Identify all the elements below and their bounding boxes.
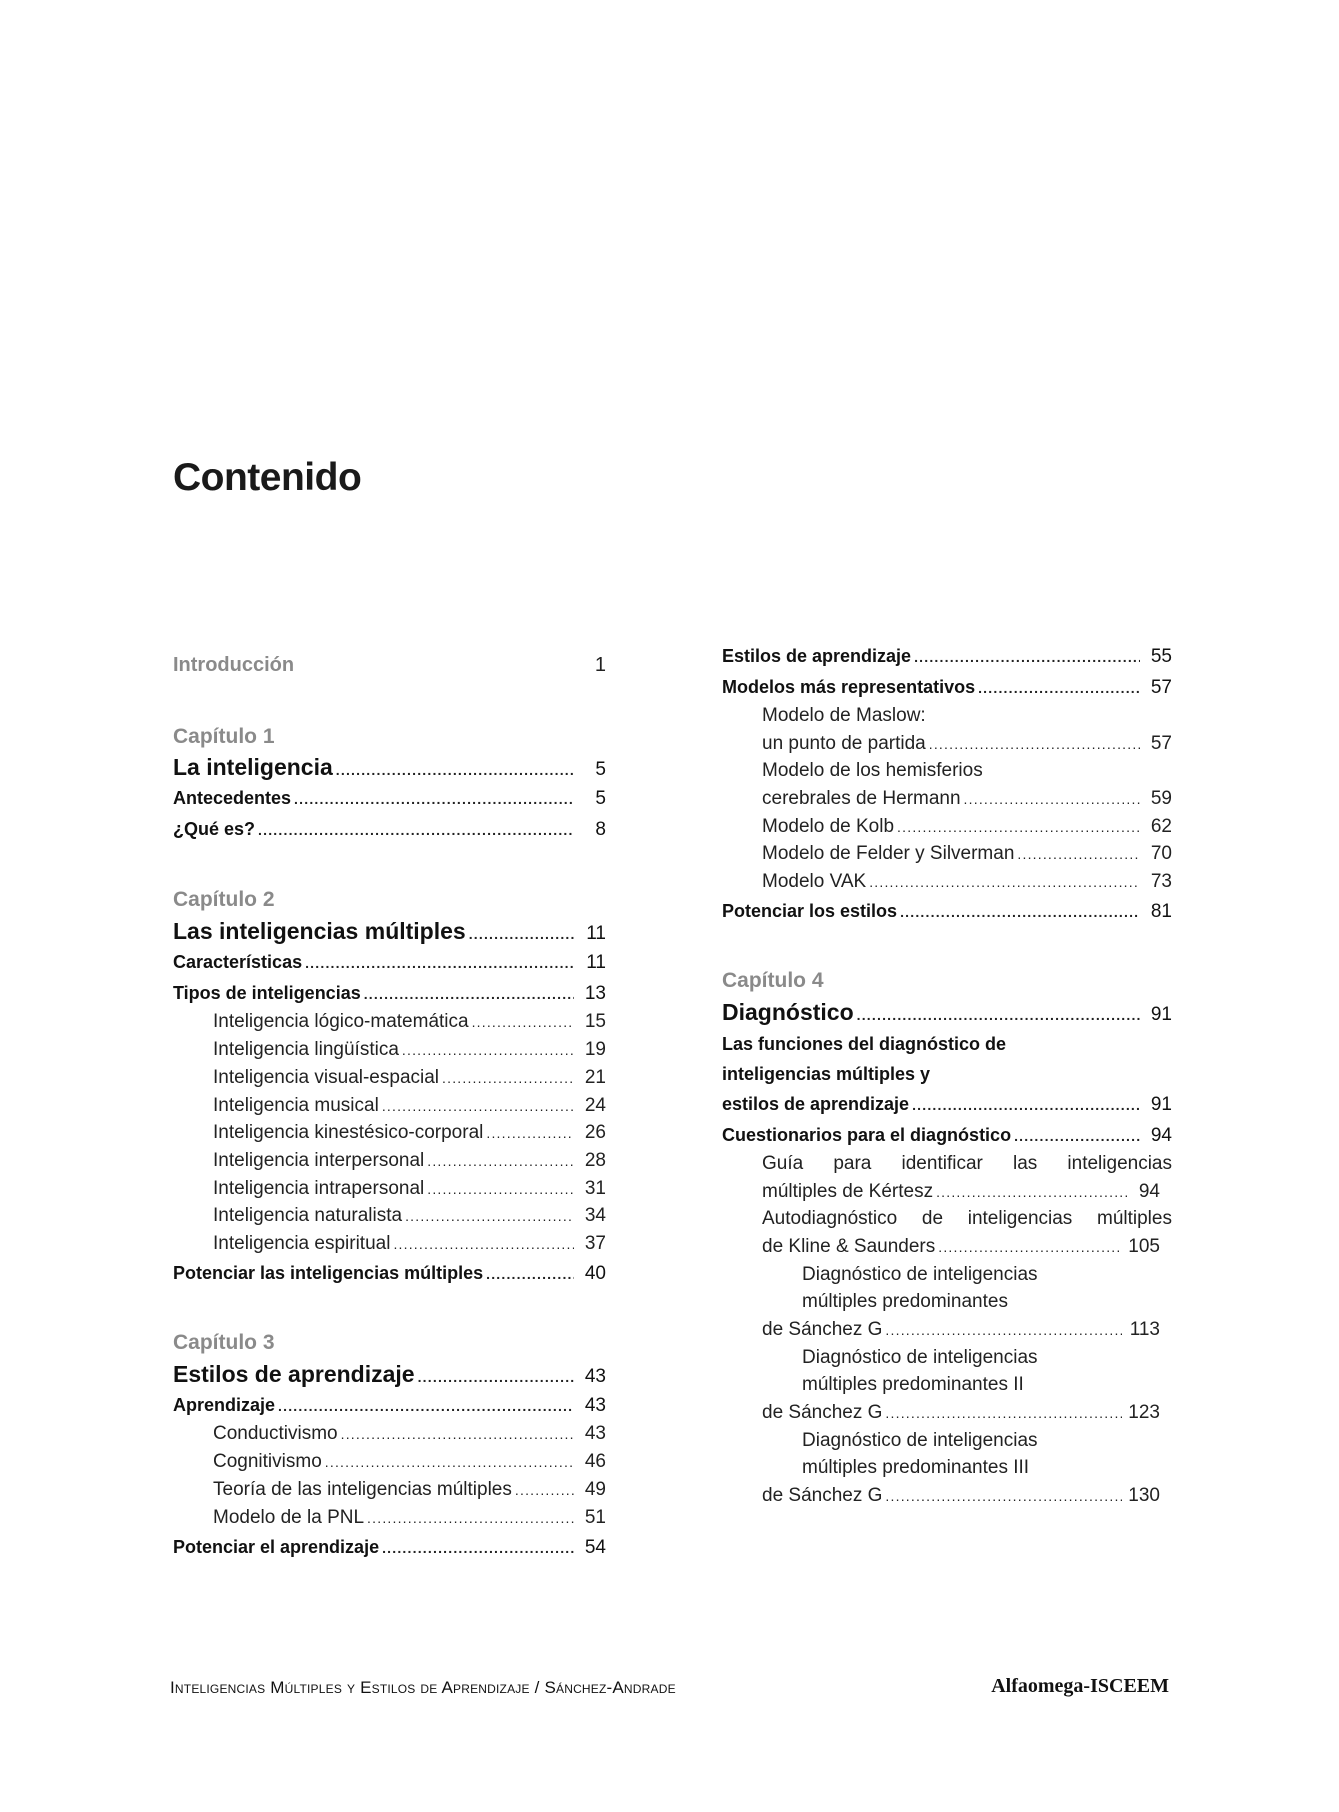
toc-subentry-line-justified: Autodiagnóstico de inteligencias múltiples [762,1208,1172,1229]
toc-subentry[interactable]: múltiples de Kértesz ..... 94 [722,1181,1160,1203]
toc-subentry[interactable]: Inteligencia lógico-matemática ..... 15 [173,1011,606,1033]
toc-entry-line: inteligencias múltiples y [722,1064,931,1084]
toc-subentry[interactable]: de Sánchez G ..... 123 [722,1402,1160,1424]
toc-subentry[interactable]: Inteligencia lingüística ..... 19 [173,1039,606,1061]
toc-subentry[interactable]: Inteligencia kinestésico-corporal ..... 26 [173,1122,606,1144]
toc-entry[interactable]: Estilos de aprendizaje ..... 55 [722,646,1172,668]
chapter-title-entry[interactable]: La inteligencia ..... 5 [173,754,606,781]
toc-entry[interactable]: Tipos de inteligencias ..... 13 [173,983,606,1005]
toc-subentry-line: múltiples predominantes II [802,1374,1024,1395]
toc-subentry[interactable]: Inteligencia visual-espacial ..... 21 [173,1067,606,1089]
toc-subentry[interactable]: Conductivismo ..... 43 [173,1423,606,1445]
toc-entry[interactable]: Potenciar el aprendizaje ..... 54 [173,1537,606,1559]
toc-entry[interactable]: Potenciar los estilos ..... 81 [722,901,1172,923]
toc-subentry-line: múltiples predominantes III [802,1457,1030,1478]
toc-entry[interactable]: Modelos más representativos ..... 57 [722,677,1172,699]
page-title: Contenido [173,456,362,499]
toc-subentry[interactable]: Inteligencia interpersonal ..... 28 [173,1150,606,1172]
toc-subentry-line: múltiples predominantes [802,1291,1008,1312]
chapter-title-entry[interactable]: Diagnóstico ..... 91 [722,999,1172,1026]
chapter-caption: Capítulo 1 [173,725,275,748]
toc-subentry[interactable]: Modelo VAK ..... 73 [722,871,1172,893]
toc-subentry[interactable]: un punto de partida ..... 57 [722,733,1172,755]
toc-subentry-line: Diagnóstico de inteligencias [802,1430,1038,1451]
chapter-caption: Capítulo 4 [722,969,824,992]
toc-subentry[interactable]: Modelo de Kolb ..... 62 [722,816,1172,838]
chapter-title-entry[interactable]: Estilos de aprendizaje ..... 43 [173,1361,606,1388]
chapter-title-entry[interactable]: Las inteligencias múltiples ..... 11 [173,918,606,945]
toc-subentry[interactable]: de Kline & Saunders ..... 105 [722,1236,1160,1258]
toc-entry-introduccion[interactable]: Introducción 1 [173,654,606,676]
toc-entry[interactable]: Antecedentes ..... 5 [173,788,606,810]
toc-subentry-line: Modelo de Maslow: [762,705,926,726]
footer-book-title: Inteligencias Múltiples y Estilos de Aprendizaje / Sánchez-Andrade [170,1678,676,1697]
toc-subentry[interactable]: cerebrales de Hermann ..... 59 [722,788,1172,810]
toc-entry[interactable]: Potenciar las inteligencias múltiples ..... 40 [173,1263,606,1285]
toc-subentry-line-justified: Guía para identificar las inteligencias [762,1153,1172,1174]
toc-subentry-line: Modelo de los hemisferios [762,760,983,781]
toc-entry[interactable]: Características ..... 11 [173,952,606,974]
toc-subentry-line: Diagnóstico de inteligencias [802,1347,1038,1368]
toc-subentry[interactable]: Inteligencia naturalista ..... 34 [173,1205,606,1227]
toc-subentry-line: Diagnóstico de inteligencias [802,1264,1038,1285]
footer-publisher: Alfaomega-ISCEEM [991,1675,1169,1697]
toc-subentry[interactable]: de Sánchez G ..... 130 [722,1485,1160,1507]
toc-subentry[interactable]: Cognitivismo ..... 46 [173,1451,606,1473]
toc-entry[interactable]: Cuestionarios para el diagnóstico ..... 94 [722,1125,1172,1147]
chapter-caption: Capítulo 3 [173,1331,275,1354]
chapter-caption: Capítulo 2 [173,888,275,911]
toc-subentry[interactable]: Inteligencia intrapersonal ..... 31 [173,1178,606,1200]
toc-subentry[interactable]: Modelo de Felder y Silverman ..... 70 [722,843,1172,865]
toc-subentry[interactable]: de Sánchez G ..... 113 [722,1319,1160,1341]
toc-entry[interactable]: ¿Qué es? ..... 8 [173,819,606,841]
toc-subentry[interactable]: Inteligencia musical ..... 24 [173,1095,606,1117]
toc-entry-line: Las funciones del diagnóstico de [722,1034,1007,1054]
toc-entry[interactable]: estilos de aprendizaje ..... 91 [722,1094,1172,1116]
toc-subentry[interactable]: Modelo de la PNL ..... 51 [173,1507,606,1529]
toc-subentry[interactable]: Inteligencia espiritual ..... 37 [173,1233,606,1255]
toc-entry[interactable]: Aprendizaje ..... 43 [173,1395,606,1417]
toc-subentry[interactable]: Teoría de las inteligencias múltiples ..... 49 [173,1479,606,1501]
